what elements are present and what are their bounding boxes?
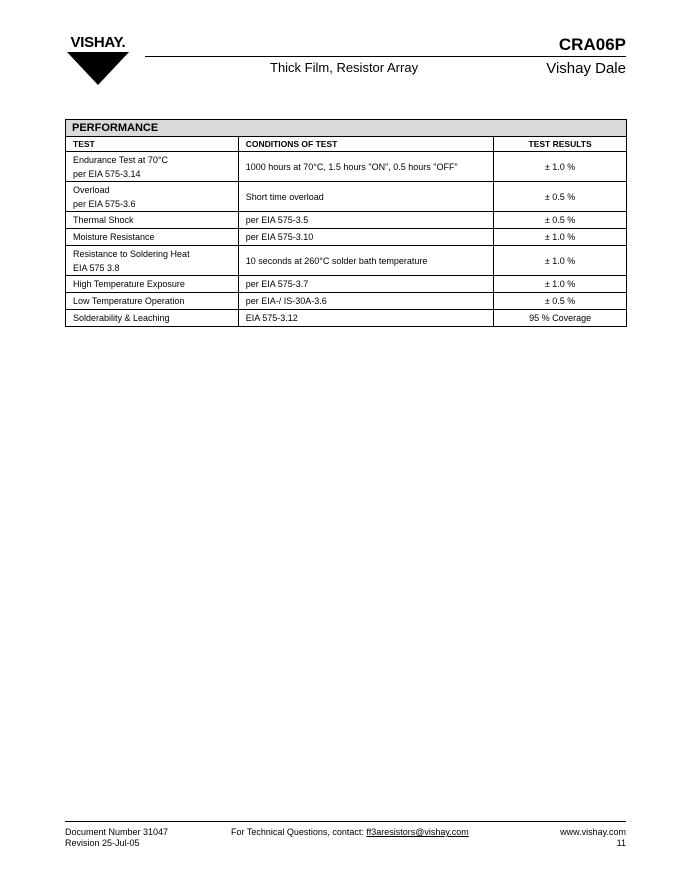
table-row	[66, 293, 627, 310]
table-title-row	[66, 120, 627, 137]
document-subtitle: Thick Film, Resistor Array	[270, 60, 419, 75]
result-cell: ± 0.5 %	[494, 182, 627, 212]
table-row	[66, 182, 627, 212]
test-line: per EIA 575-3.14	[73, 168, 141, 179]
condition-cell: Short time overload	[238, 182, 493, 212]
test-cell	[66, 152, 239, 182]
brand-name: Vishay Dale	[546, 60, 626, 77]
revision-date: Revision 25-Jul-05	[65, 838, 140, 848]
test-line: Endurance Test at 70°C	[73, 154, 168, 165]
footer-rule	[65, 821, 626, 822]
contact-prefix: For Technical Questions, contact:	[231, 827, 367, 837]
footer-site-info	[560, 827, 626, 849]
table-row	[66, 152, 627, 182]
condition-cell: EIA 575-3.12	[238, 310, 493, 327]
condition-cell: per EIA 575-3.5	[238, 212, 493, 229]
condition-cell: per EIA-/ IS-30A-3.6	[238, 293, 493, 310]
result-cell: 95 % Coverage	[494, 310, 627, 327]
page-number: 11	[616, 838, 626, 848]
test-cell: Moisture Resistance	[66, 229, 239, 246]
test-line: EIA 575 3.8	[73, 262, 120, 273]
logo-text: VISHAY.	[70, 34, 126, 51]
table-row	[66, 276, 627, 293]
result-cell: ± 1.0 %	[494, 276, 627, 293]
test-cell	[66, 182, 239, 212]
table-row	[66, 212, 627, 229]
test-cell: Solderability & Leaching	[66, 310, 239, 327]
table-title: PERFORMANCE	[66, 120, 627, 137]
test-line: per EIA 575-3.6	[73, 198, 136, 209]
result-cell: ± 0.5 %	[494, 293, 627, 310]
footer-document-info	[65, 827, 168, 849]
test-cell	[66, 246, 239, 276]
condition-cell: 10 seconds at 260°C solder bath temperature	[238, 246, 493, 276]
result-cell: ± 0.5 %	[494, 212, 627, 229]
column-header-conditions: CONDITIONS OF TEST	[238, 137, 493, 152]
result-cell: ± 1.0 %	[494, 152, 627, 182]
performance-table	[65, 119, 627, 327]
test-cell: Thermal Shock	[66, 212, 239, 229]
footer-contact	[231, 827, 469, 838]
column-header-test: TEST	[66, 137, 239, 152]
condition-cell: per EIA 575-3.7	[238, 276, 493, 293]
table-header-row	[66, 137, 627, 152]
contact-email-link[interactable]: ff3aresistors@vishay.com	[366, 827, 469, 837]
document-code: CRA06P	[558, 35, 626, 54]
condition-cell: 1000 hours at 70°C, 1.5 hours "ON", 0.5 hours "OFF"	[238, 152, 493, 182]
website-link[interactable]: www.vishay.com	[560, 827, 626, 837]
test-line: Resistance to Soldering Heat	[73, 248, 190, 259]
result-cell: ± 1.0 %	[494, 229, 627, 246]
table-row	[66, 310, 627, 327]
result-cell: ± 1.0 %	[494, 246, 627, 276]
test-line: Overload	[73, 184, 110, 195]
condition-cell: per EIA 575-3.10	[238, 229, 493, 246]
column-header-results: TEST RESULTS	[494, 137, 627, 152]
vishay-logo	[64, 33, 132, 87]
document-number: Document Number 31047	[65, 827, 169, 837]
test-cell: Low Temperature Operation	[66, 293, 239, 310]
table-row	[66, 229, 627, 246]
test-cell: High Temperature Exposure	[66, 276, 239, 293]
header-rule	[145, 56, 626, 57]
table-row	[66, 246, 627, 276]
